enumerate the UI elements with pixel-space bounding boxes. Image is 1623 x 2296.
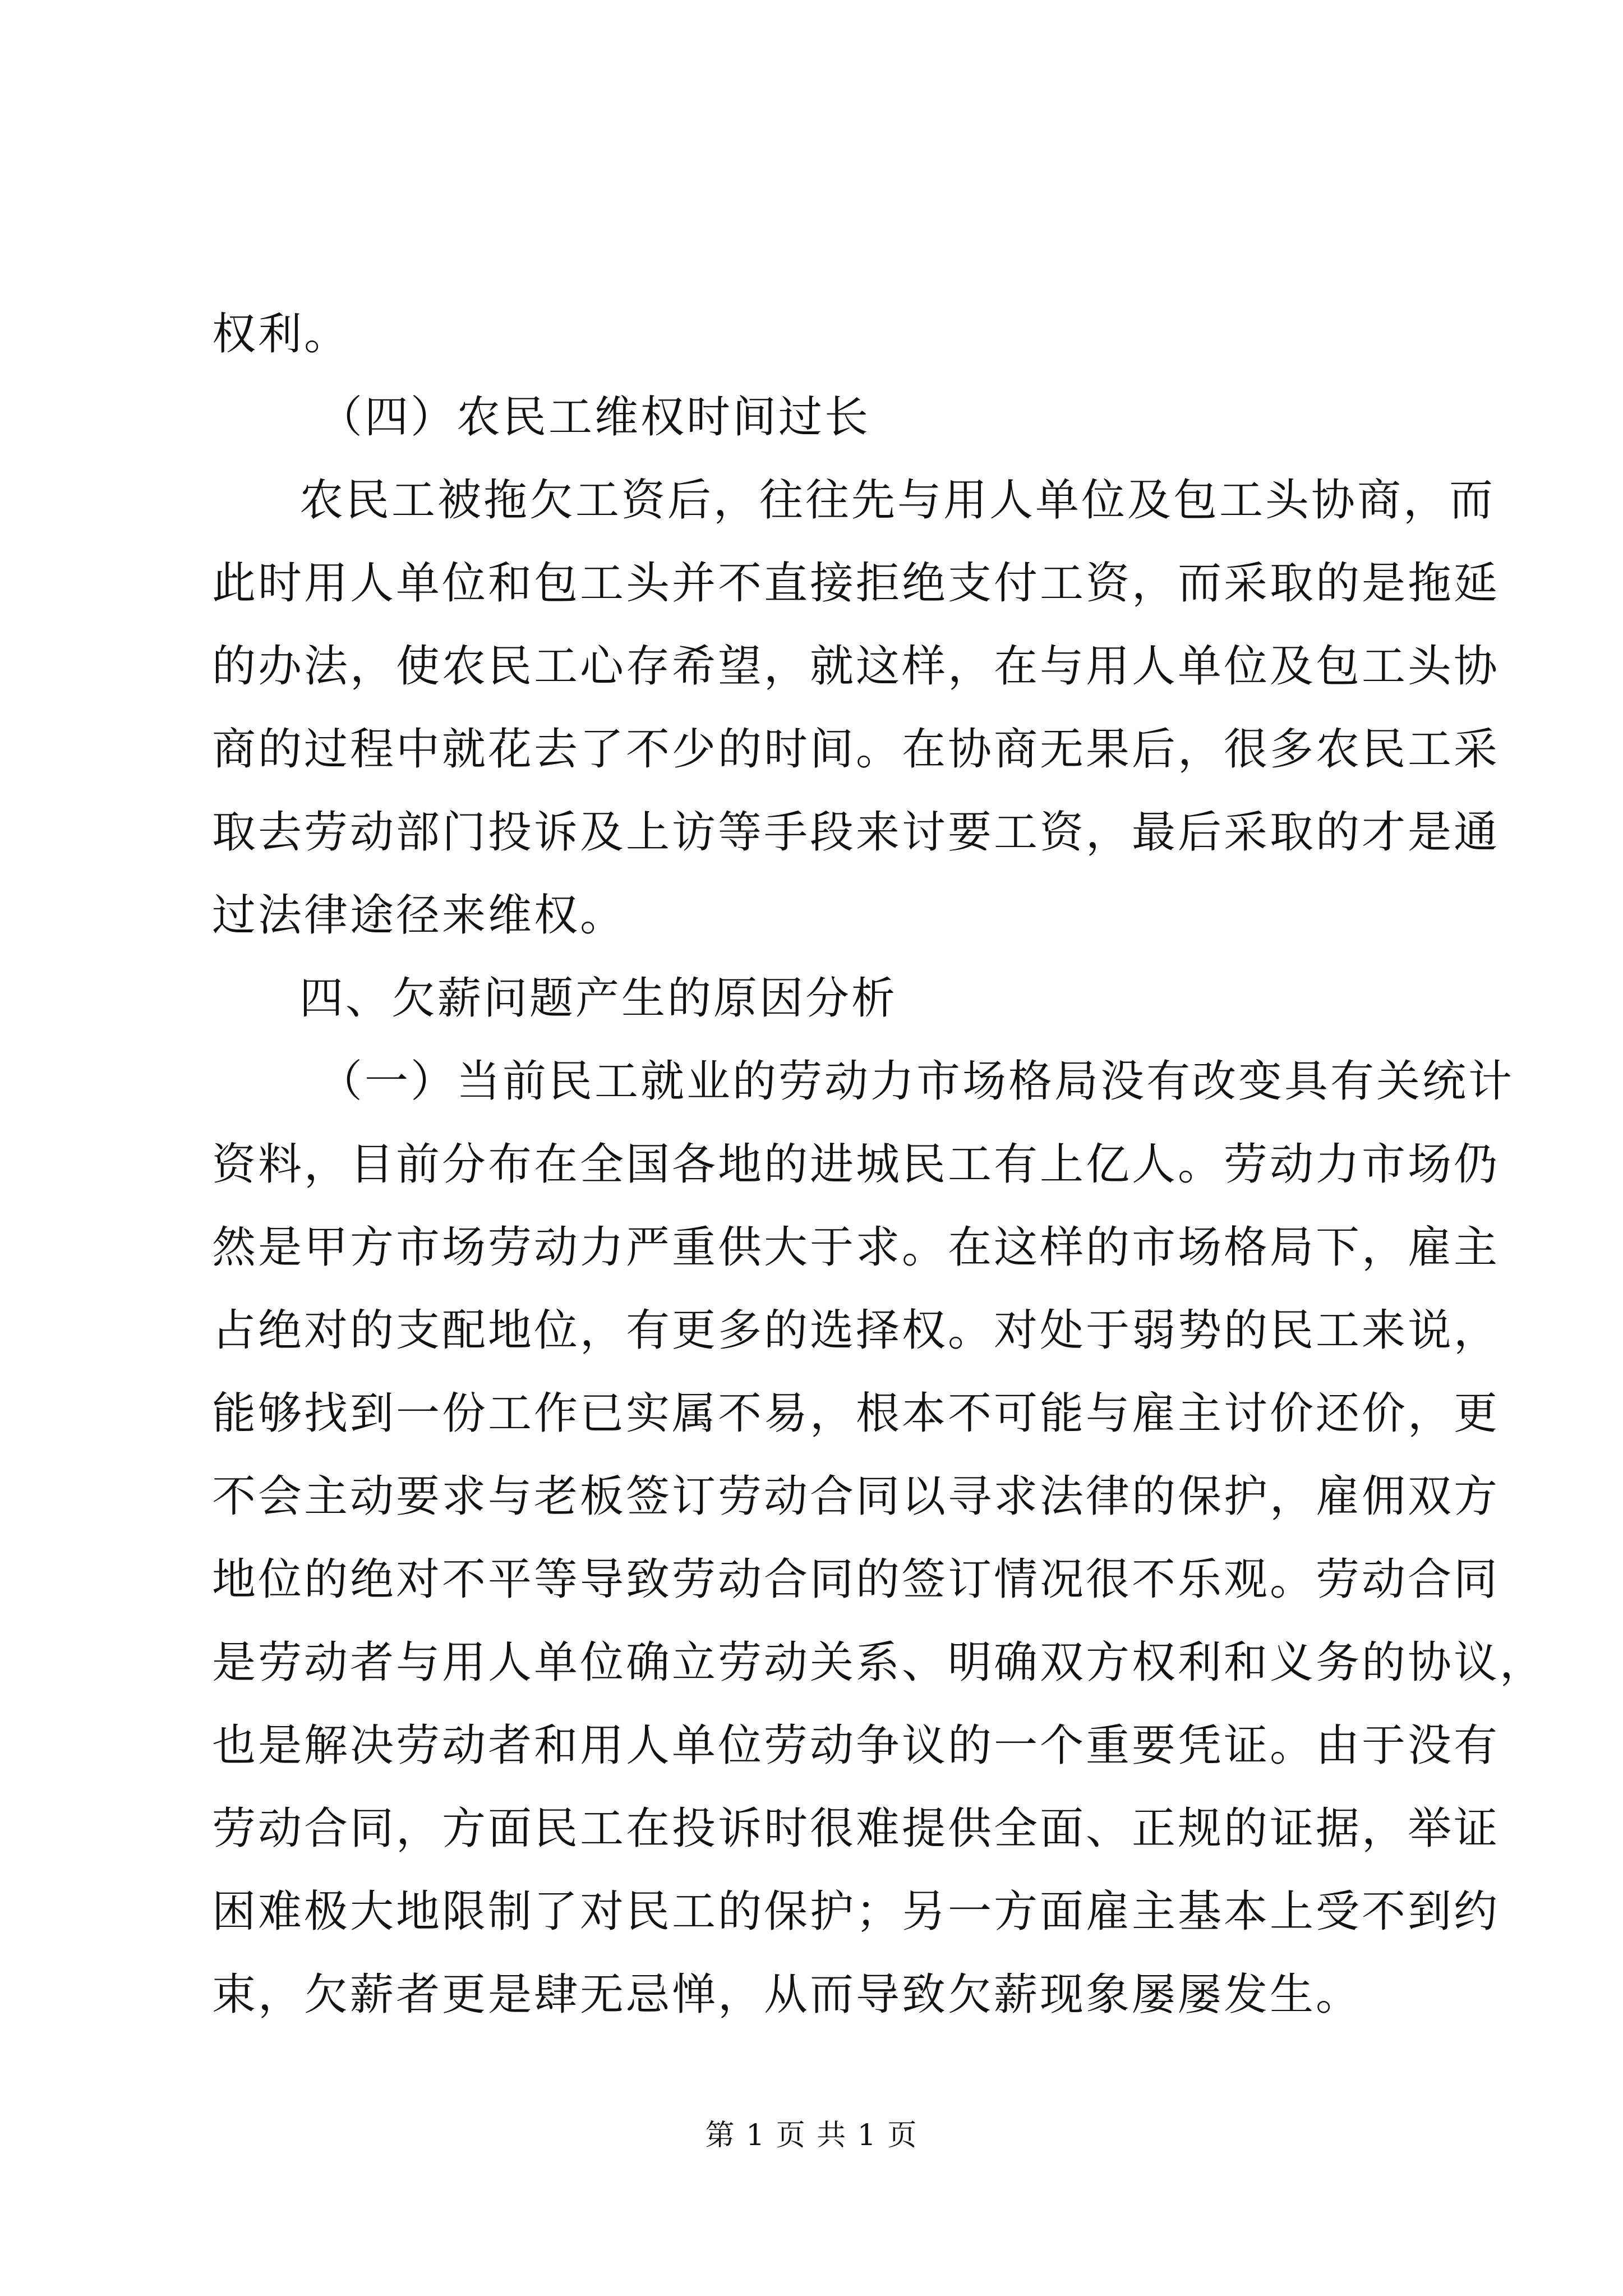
- paragraph-line: 取去劳动部门投诉及上访等手段来讨要工资，最后采取的才是通: [212, 807, 1500, 858]
- paragraph-line: 农民工被拖欠工资后，往往先与用人单位及包工头协商，而: [299, 475, 1496, 526]
- section-heading: （四）农民工维权时间过长: [319, 392, 871, 443]
- paragraph-line: 不会主动要求与老板签订劳动合同以寻求法律的保护，雇佣双方: [212, 1471, 1500, 1522]
- page-footer: 第 1 页 共 1 页: [705, 2119, 918, 2152]
- paragraph-line: 的办法，使农民工心存希望，就这样，在与用人单位及包工头协: [212, 641, 1500, 692]
- paragraph-line: 束，欠薪者更是肆无忌惮，从而导致欠薪现象屡屡发生。: [212, 1970, 1362, 2020]
- paragraph-line: 此时用人单位和包工头并不直接拒绝支付工资，而采取的是拖延: [212, 558, 1500, 609]
- paragraph-line: 地位的绝对不平等导致劳动合同的签订情况很不乐观。劳动合同: [212, 1554, 1500, 1605]
- paragraph-line: 也是解决劳动者和用人单位劳动争议的一个重要凭证。由于没有: [212, 1720, 1500, 1771]
- paragraph-line: （一）当前民工就业的劳动力市场格局没有改变具有关统计: [319, 1056, 1515, 1107]
- paragraph-line: 能够找到一份工作已实属不易，根本不可能与雇主讨价还价，更: [212, 1388, 1500, 1439]
- paragraph-line: 是劳动者与用人单位确立劳动关系、明确双方权利和义务的协议，: [212, 1637, 1546, 1688]
- paragraph-line: 过法律途径来维权。: [212, 890, 626, 941]
- paragraph-line: 权利。: [212, 309, 351, 360]
- paragraph-line: 资料，目前分布在全国各地的进城民工有上亿人。劳动力市场仍: [212, 1139, 1500, 1190]
- paragraph-line: 然是甲方市场劳动力严重供大于求。在这样的市场格局下，雇主: [212, 1222, 1500, 1273]
- paragraph-line: 占绝对的支配地位，有更多的选择权。对处于弱势的民工来说，: [212, 1305, 1500, 1356]
- section-heading: 四、欠薪问题产生的原因分析: [299, 973, 898, 1024]
- paragraph-line: 商的过程中就花去了不少的时间。在协商无果后，很多农民工采: [212, 724, 1500, 775]
- paragraph-line: 劳动合同，方面民工在投诉时很难提供全面、正规的证据，举证: [212, 1803, 1500, 1854]
- paragraph-line: 困难极大地限制了对民工的保护；另一方面雇主基本上受不到约: [212, 1887, 1500, 1937]
